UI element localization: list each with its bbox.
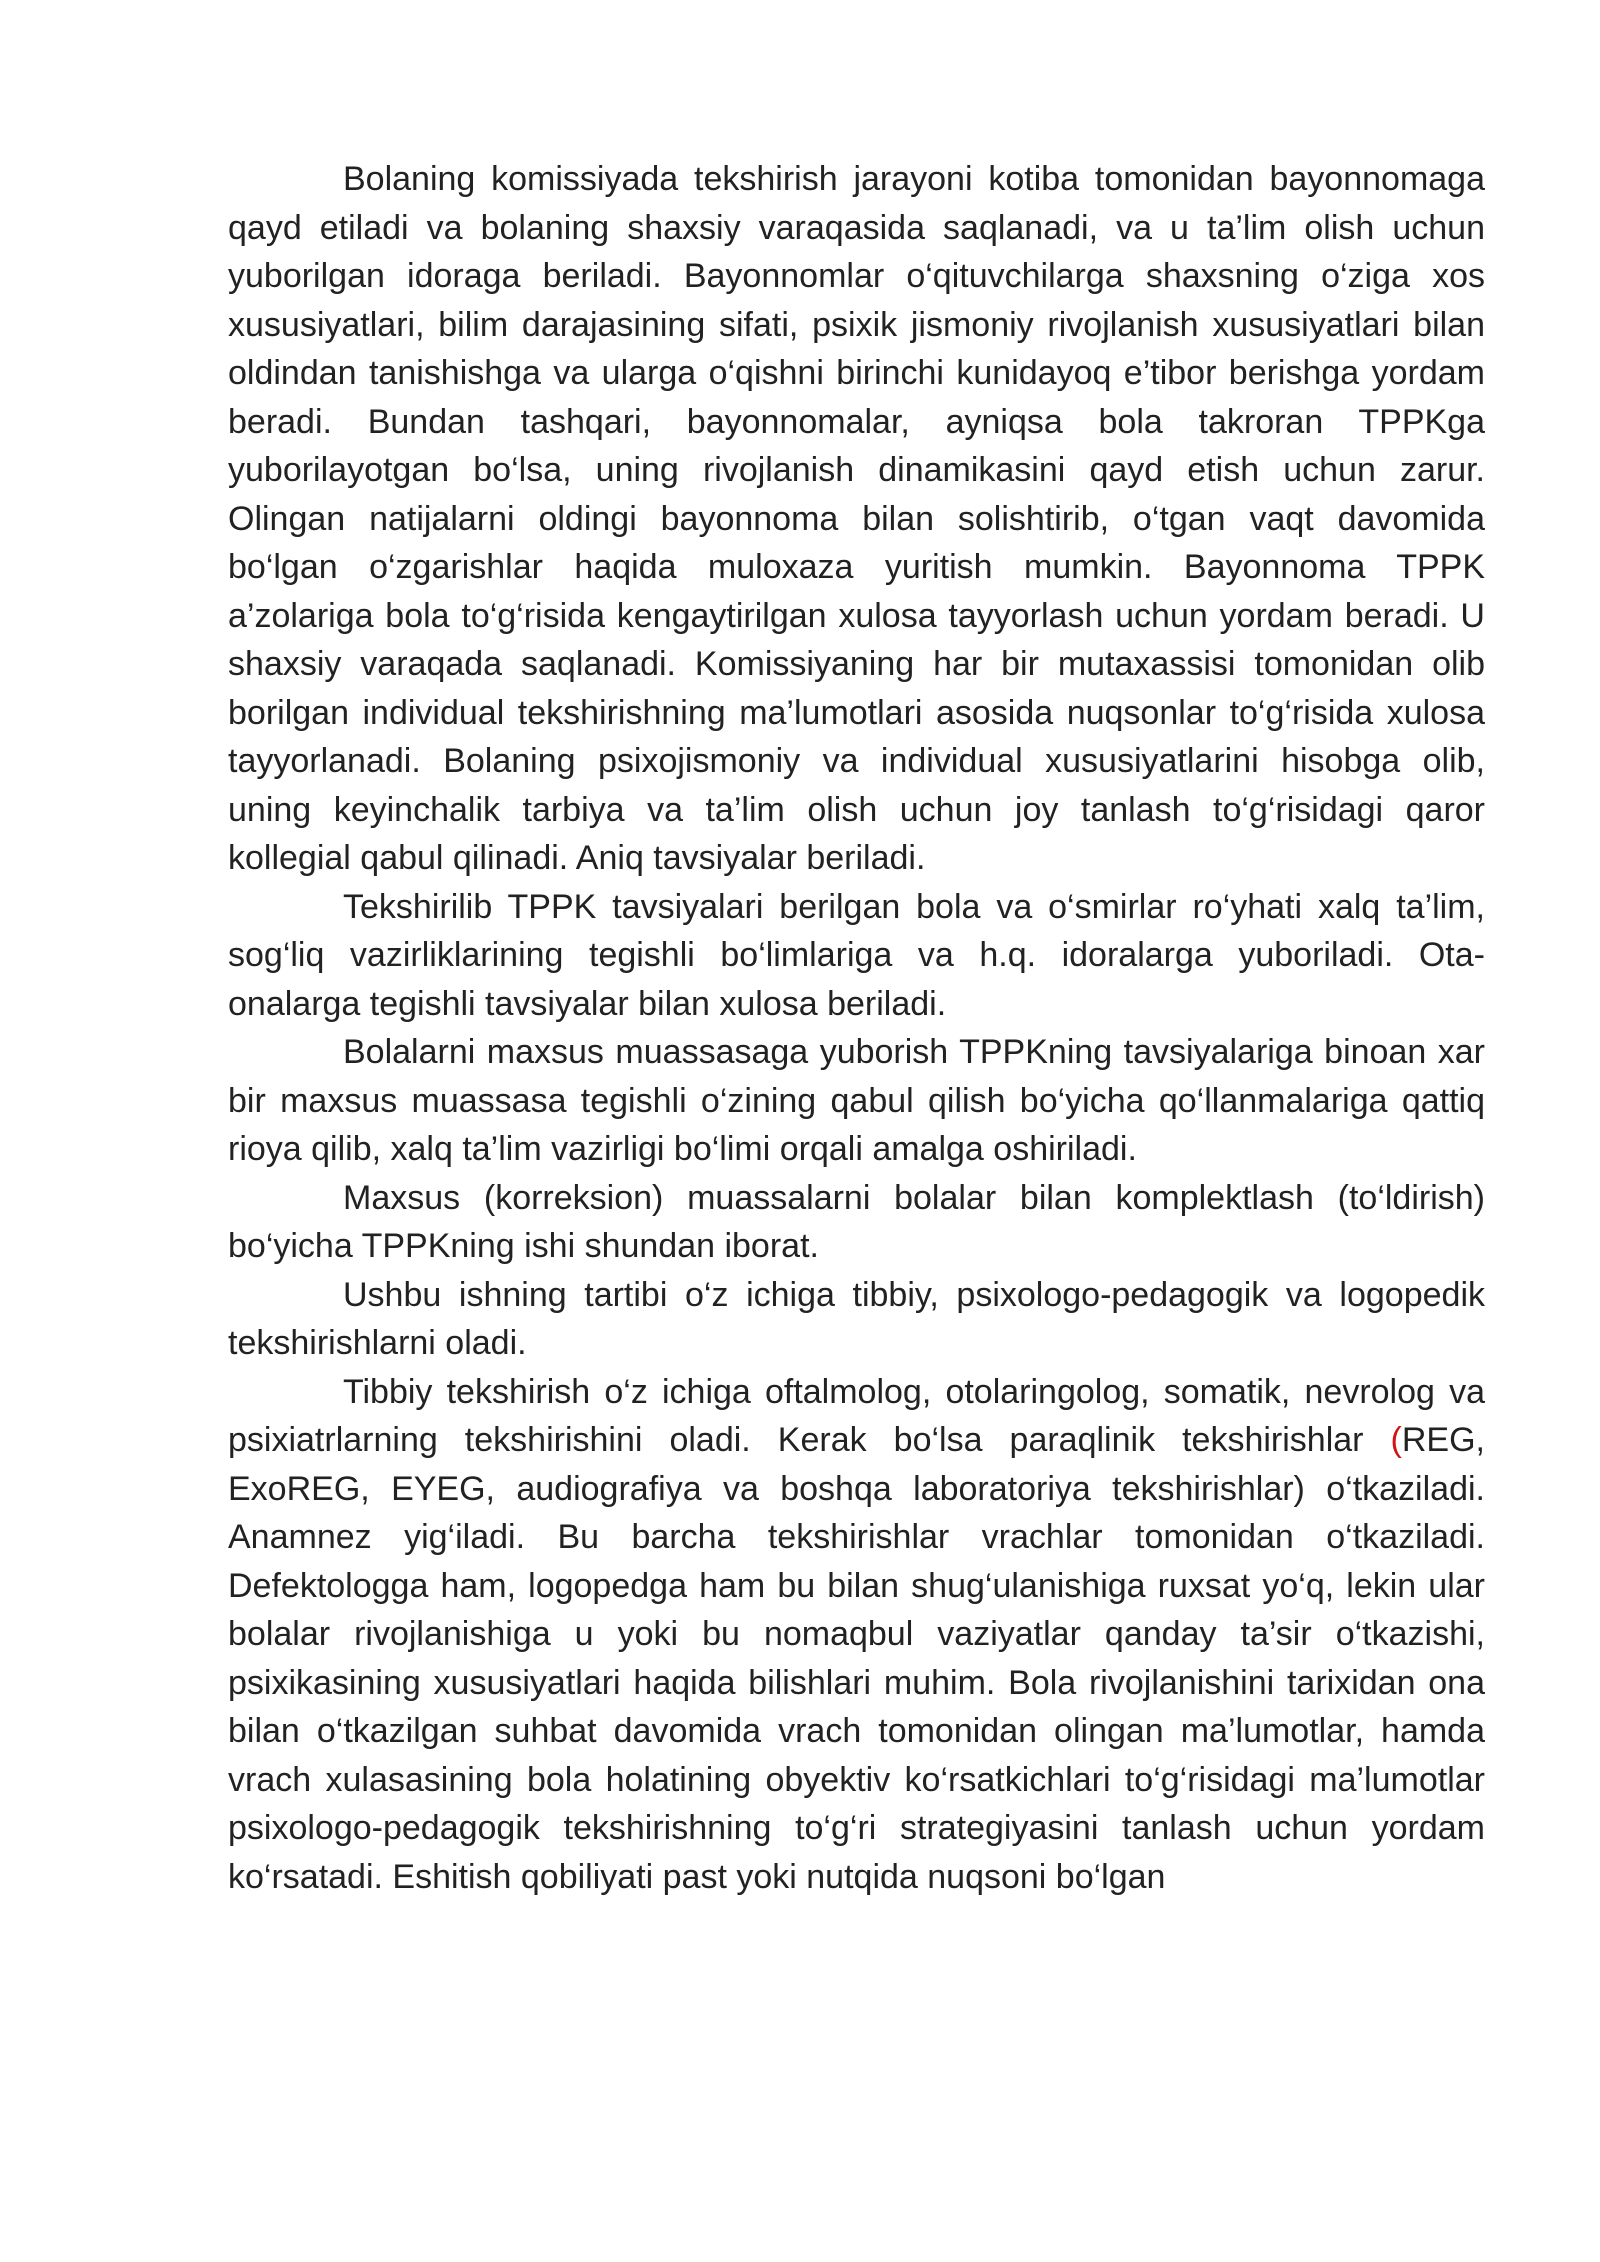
red-parenthesis: ( [1390, 1421, 1402, 1459]
paragraph-commission-protocol: Bolaning komissiyada tekshirish jarayoni kotiba tomonidan bayonnomaga qayd etiladi va bolaning shaxsiy varaqasida saqlanadi, va u ta’lim olish uchun yuborilgan idoraga beriladi. Bayonnomlar o‘qituvchilarga shaxsning o‘ziga xos xususiyatlari, bilim darajasining sifati, psixik jismoniy rivojlanish xususiyatlari bilan oldindan tanishishga va ularga o‘qishni birinchi kunidayoq e’tibor berishga yordam beradi. Bundan tashqari, bayonnomalar, ayniqsa bola takroran TPPKga yuborilayotgan bo‘lsa, uning rivojlanish dinamikasini qayd etish uchun zarur. Olingan natijalarni oldingi bayonnoma bilan solishtirib, o‘tgan vaqt davomida bo‘lgan o‘zgarishlar haqida muloxaza yuritish mumkin. Bayonnoma TPPK a’zolariga bola to‘g‘risida kengaytirilgan xulosa tayyorlash uchun yordam beradi. U shaxsiy varaqada saqlanadi. Komissiyaning har bir mutaxassisi tomonidan olib borilgan individual tekshirishning ma’lumotlari asosida nuqsonlar to‘g‘risida xulosa tayyorlanadi. Bolaning psixojismoniy va individual xususiyatlarini hisobga olib, uning keyinchalik tarbiya va ta’lim olish uchun joy tanlash to‘g‘risidagi qaror kollegial qabul qilinadi. Aniq tavsiyalar beriladi. [228, 160, 1485, 877]
paragraph-recommendations-list: Tekshirilib TPPK tavsiyalari berilgan bola va o‘smirlar ro‘yhati xalq ta’lim, sog‘liq vazirliklarining tegishli bo‘limlariga va h.q. idoralarga yuboriladi. Ota-onalarga tegishli tavsiyalar bilan xulosa beriladi. [228, 887, 1485, 1023]
paragraph-examination-order: Ushbu ishning tartibi o‘z ichiga tibbiy, psixologo-pedagogik va logopedik tekshirishlarni oladi. [228, 1275, 1485, 1362]
paragraph-staffing: Maxsus (korreksion) muassalarni bolalar bilan komplektlash (to‘ldirish) bo‘yicha TPPKning ishi shundan iborat. [228, 1178, 1485, 1265]
medical-text-after: REG, ExoREG, EYEG, audiografiya va boshqa laboratoriya tekshirishlar) o‘tkaziladi. Anamnez yig‘iladi. Bu barcha tekshirishlar vrachlar tomonidan o‘tkaziladi. Defektologga ham, logopedga ham bu bilan shug‘ulanishiga ruxsat yo‘q, lekin ular bolalar rivojlanishiga u yoki bu nomaqbul vaziyatlar qanday ta’sir o‘tkazishi, psixikasining xususiyatlari haqida bilishlari muhim. Bola rivojlanishini tarixidan ona bilan o‘tkazilgan suhbat davomida vrach tomonidan olingan ma’lumotlar, hamda vrach xulasasining bola holatining obyektiv ko‘rsatkichlari to‘g‘risidagi ma’lumotlar psixologo-pedagogik tekshirishning to‘g‘ri strategiyasini tanlash uchun yordam ko‘rsatadi. Eshitish qobiliyati past yoki nutqida nuqsoni bo‘lgan [228, 1421, 1485, 1896]
paragraph-medical-examination [228, 1368, 1485, 1902]
medical-text-before: Tibbiy tekshirish o‘z ichiga oftalmolog, otolaringolog, somatik, nevrolog va psixiatrlarning tekshirishini oladi. Kerak bo‘lsa paraqlinik tekshirishlar [228, 1372, 1485, 1459]
document-page [228, 155, 1485, 1901]
paragraph-special-institution-referral: Bolalarni maxsus muassasaga yuborish TPPKning tavsiyalariga binoan xar bir maxsus muassasa tegishli o‘zining qabul qilish bo‘yicha qo‘llanmalariga qattiq rioya qilib, xalq ta’lim vazirligi bo‘limi orqali amalga oshiriladi. [228, 1033, 1485, 1168]
